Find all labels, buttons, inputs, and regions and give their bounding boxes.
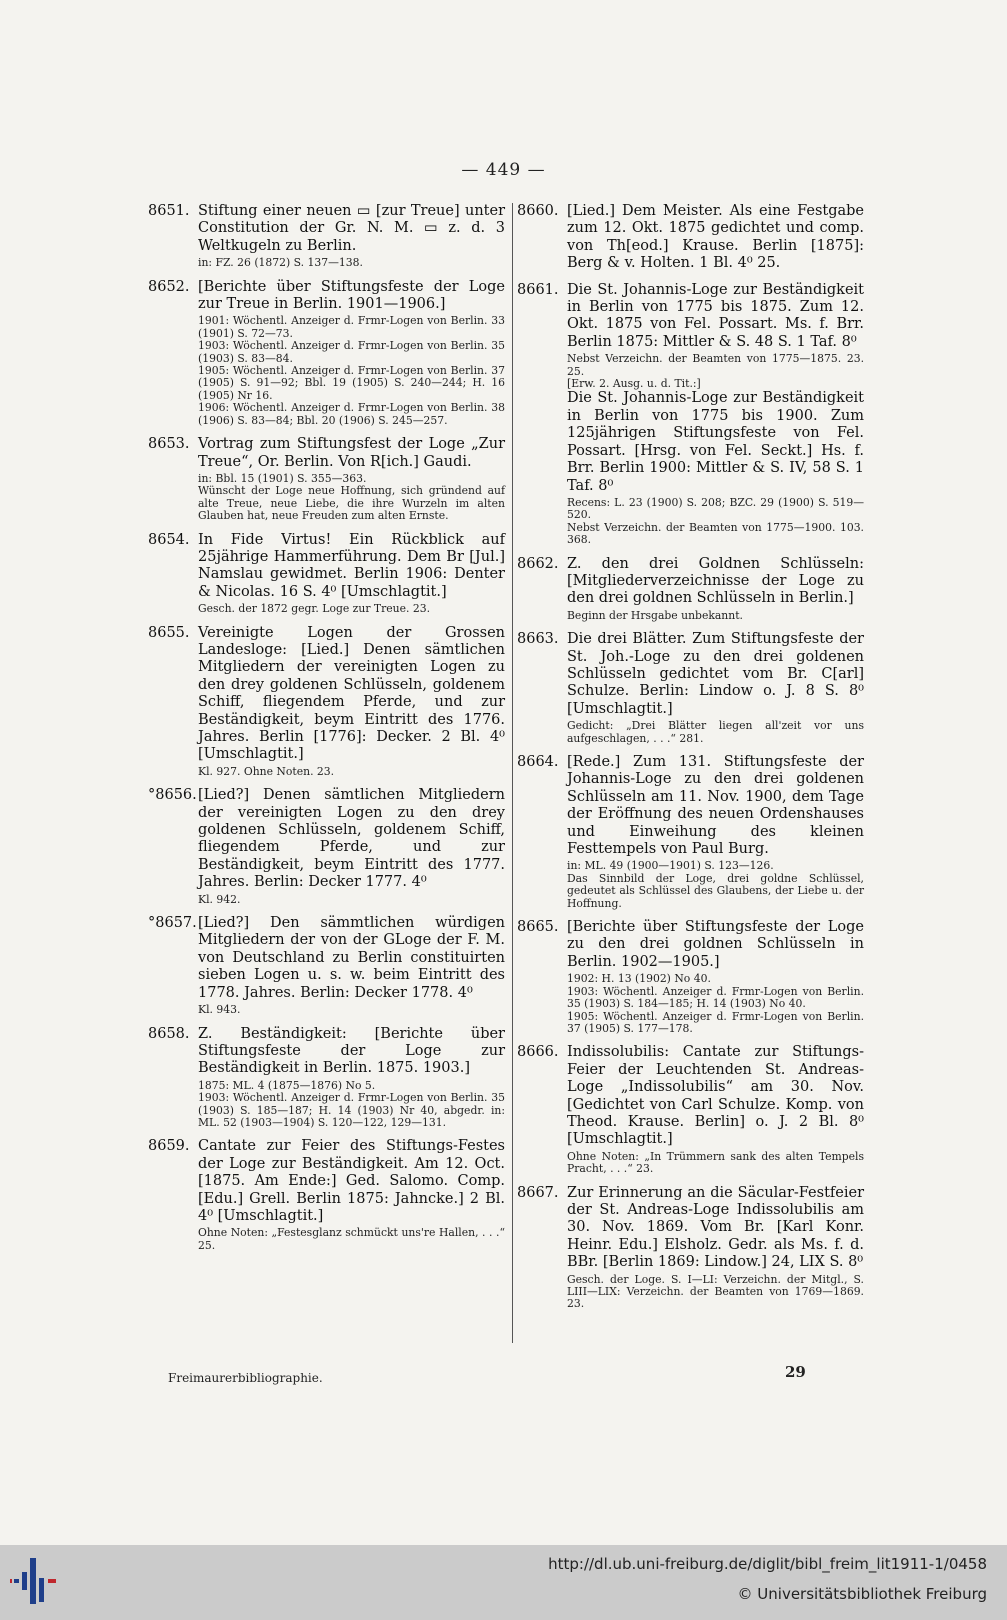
entry-number: 8662. bbox=[517, 555, 559, 572]
entry-notes bbox=[198, 315, 505, 427]
entry-note: Nebst Verzeichn. der Beamten von 1775—1900. 103. 368. bbox=[567, 520, 864, 547]
entry-notes bbox=[198, 766, 505, 778]
entry-text: [Lied.] Dem Meister. Als eine Festgabe zum 12. Okt. 1875 gedichtet und comp. von Th[eod.] Krause. Berlin [1875]: Berg & v. Holten. 1 Bl. 4⁰ 25. bbox=[567, 203, 864, 272]
entry-note: Ohne Noten: „In Trümmern sank des alten Tempels Pracht, . . .“ 23. bbox=[567, 1149, 864, 1176]
left-column bbox=[148, 203, 505, 1261]
entry-note: Ohne Noten: „Festesglanz schmückt uns're Hallen, . . .“ 25. bbox=[198, 1226, 505, 1252]
bibliography-entry bbox=[148, 787, 505, 906]
entry-text: [Lied?] Den sämmtlichen würdigen Mitgliedern der von der GLoge der F. M. von Deutschland zu Berlin constituirten sieben Logen u. s. w. beim Eintritt des 1778. Jahres. Berlin: Decker 1778. 4⁰ bbox=[198, 915, 505, 1001]
bibliography-entry bbox=[517, 282, 864, 547]
copyright-text: © Universitätsbibliothek Freiburg bbox=[737, 1585, 987, 1603]
entry-number: 8661. bbox=[517, 281, 559, 298]
entry-number: 8658. bbox=[148, 1025, 190, 1042]
column-divider bbox=[512, 203, 513, 1343]
bibliography-entry bbox=[517, 1185, 864, 1311]
bibliography-entry bbox=[148, 532, 505, 616]
entry-note: 1902: H. 13 (1902) No 40. bbox=[567, 972, 711, 986]
entry-number: 8655. bbox=[148, 624, 190, 641]
entry-text: In Fide Virtus! Ein Rückblick auf 25jährige Hammerführung. Dem Br [Jul.] Namslau gewidmet. Berlin 1906: Denter & Nicolas. 16 S. 4⁰ [Umschlagtit.] bbox=[198, 531, 505, 600]
entry-text: Vereinigte Logen der Grossen Landesloge: [Lied.] Denen sämtlichen Mitgliedern der vereinigten Logen zu den drey goldenen Schlüsseln, goldenem Schiff, fliegendem Pferde, und zur Beständigkeit, beym Eintritt des 1776. Jahres. Berlin [1776]: Decker. 2 Bl. 4⁰ [Umschlagtit.] bbox=[198, 624, 505, 763]
entry-note: Gesch. der Loge. S. I—LI: Verzeichn. der Mitgl., S. LIII—LIX: Verzeichn. der Beamten von 1769—1869. 23. bbox=[567, 1272, 864, 1311]
footer-title: Freimaurerbibliographie. bbox=[168, 1371, 323, 1385]
entry-text: Z. den drei Goldnen Schlüsseln: [Mitgliederverzeichnisse der Loge zu den drei goldnen Schlüsseln in Berlin.] bbox=[567, 555, 864, 607]
entry-number: 8659. bbox=[148, 1138, 190, 1155]
right-column bbox=[517, 203, 864, 1320]
entry-number: 8653. bbox=[148, 436, 190, 453]
entry-text-second-edition: Die St. Johannis-Loge zur Beständigkeit in Berlin von 1775 bis 1900. Zum 125jährigen Stiftungsfeste von Fel. Possart. [Hrsg. von Fel. Seckt.] Hs. f. Brr. Berlin 1900: Mittler & S. IV, 58 S. 1 Taf. 8⁰ bbox=[567, 390, 864, 494]
entry-notes bbox=[567, 1151, 864, 1176]
entry-note: 1906: Wöchentl. Anzeiger d. Frmr-Logen von Berlin. 38 (1906) S. 83—84; Bbl. 20 (1906) S. 245—257. bbox=[198, 401, 505, 427]
bibliography-entry bbox=[517, 631, 864, 745]
entry-notes bbox=[567, 860, 864, 910]
entry-note: Das Sinnbild der Loge, drei goldne Schlüssel, gedeutet als Schlüssel des Glaubens, der Liebe u. der Hoffnung. bbox=[567, 871, 864, 910]
bibliography-entry bbox=[148, 625, 505, 779]
bibliography-entry bbox=[148, 915, 505, 1016]
entry-note: Kl. 943. bbox=[198, 1003, 241, 1017]
entry-number: °8657. bbox=[148, 915, 197, 932]
entry-text: Stiftung einer neuen ▭ [zur Treue] unter Constitution der Gr. N. M. ▭ z. d. 3 Weltkugeln zu Berlin. bbox=[198, 203, 505, 254]
entry-note: 1903: Wöchentl. Anzeiger d. Frmr-Logen von Berlin. 35 (1903) S. 184—185; H. 14 (1903) No 40. bbox=[567, 984, 864, 1011]
entry-text: Vortrag zum Stiftungsfest der Loge „Zur Treue“, Or. Berlin. Von R[ich.] Gaudi. bbox=[198, 436, 505, 470]
bibliography-entry bbox=[517, 1044, 864, 1175]
entry-notes bbox=[198, 1080, 505, 1130]
library-logo-icon bbox=[8, 1552, 66, 1610]
entry-notes bbox=[198, 1227, 505, 1252]
entry-notes bbox=[567, 610, 864, 622]
entry-number: 8654. bbox=[148, 531, 190, 548]
bibliography-entry bbox=[148, 279, 505, 427]
entry-notes bbox=[198, 894, 505, 906]
entry-number: 8652. bbox=[148, 278, 190, 295]
entry-text: [Lied?] Denen sämtlichen Mitgliedern der vereinigten Logen zu den drey goldenen Schlüsseln, goldenem Schiff, fliegendem Pferde, und zur Beständigkeit, beym Eintritt des 1777. Jahres. Berlin: Decker 1777. 4⁰ bbox=[198, 787, 505, 891]
entry-note: 1903: Wöchentl. Anzeiger d. Frmr-Logen von Berlin. 35 (1903) S. 185—187; H. 14 (1903) Nr 40, abgedr. in: ML. 52 (1903—1904) S. 120—122, 129—131. bbox=[198, 1091, 505, 1129]
entry-notes bbox=[567, 353, 864, 390]
entry-note: Wünscht der Loge neue Hoffnung, sich gründend auf alte Treue, neue Liebe, die ihre Wurzeln im alten Glauben hat, neue Freuden zum alten Ernste. bbox=[198, 484, 505, 523]
entry-text: [Berichte über Stiftungsfeste der Loge zu den drei goldnen Schlüsseln in Berlin. 1902—1905.] bbox=[567, 919, 864, 970]
bibliography-entry bbox=[148, 203, 505, 270]
entry-number: 8664. bbox=[517, 754, 559, 770]
entry-number: 8660. bbox=[517, 203, 559, 219]
bibliography-entry bbox=[517, 919, 864, 1035]
entry-text: Zur Erinnerung an die Säcular-Festfeier der St. Andreas-Loge Indissolubilis am 30. Nov. 1869. Vom Br. [Karl Konr. Heinr. Edu.] Elsholz. Gedr. als Ms. f. d. BBr. [Berlin 1869: Lindow.] 24, LIX S. 8⁰ bbox=[567, 1184, 864, 1271]
entry-note: Recens: L. 23 (1900) S. 208; BZC. 29 (1900) S. 519—520. bbox=[567, 495, 864, 522]
entry-number: 8666. bbox=[517, 1044, 559, 1061]
entry-note: 1905: Wöchentl. Anzeiger d. Frmr-Logen von Berlin. 37 (1905) S. 177—178. bbox=[567, 1009, 864, 1035]
page-number: — 449 — bbox=[461, 160, 546, 180]
entry-note: in: FZ. 26 (1872) S. 137—138. bbox=[198, 256, 363, 270]
entry-notes bbox=[567, 1274, 864, 1311]
bibliography-entry bbox=[517, 556, 864, 623]
entry-number: 8651. bbox=[148, 203, 190, 219]
entry-notes bbox=[567, 720, 864, 745]
bibliography-entry bbox=[517, 203, 864, 273]
entry-note: Kl. 942. bbox=[198, 892, 241, 906]
entry-notes bbox=[198, 603, 505, 615]
entry-text: Z. Beständigkeit: [Berichte über Stiftungsfeste der Loge zur Beständigkeit in Berlin. 1875. 1903.] bbox=[198, 1025, 505, 1077]
bibliography-entry bbox=[148, 1138, 505, 1252]
entry-text: Die St. Johannis-Loge zur Beständigkeit in Berlin von 1775 bis 1875. Zum 12. Okt. 1875 von Fel. Possart. Ms. f. Brr. Berlin 1875: Mittler & S. 48 S. 1 Taf. 8⁰ bbox=[567, 281, 864, 350]
entry-number: 8663. bbox=[517, 631, 559, 648]
entry-note: 1901: Wöchentl. Anzeiger d. Frmr-Logen von Berlin. 33 (1901) S. 72—73. bbox=[198, 314, 505, 340]
entry-text: Die drei Blätter. Zum Stiftungsfeste der St. Joh.-Loge zu den drei goldenen Schlüsseln gedichtet vom Br. C[arl] Schulze. Berlin: Lindow o. J. 8 S. 8⁰ [Umschlagtit.] bbox=[567, 631, 864, 717]
entry-notes bbox=[198, 1004, 505, 1016]
entry-text: [Berichte über Stiftungsfeste der Loge zur Treue in Berlin. 1901—1906.] bbox=[198, 278, 505, 313]
entry-note: [Erw. 2. Ausg. u. d. Tit.:] bbox=[567, 377, 701, 391]
sheet-signature: 29 bbox=[785, 1363, 806, 1381]
entry-notes bbox=[198, 473, 505, 523]
bibliography-entry bbox=[517, 754, 864, 910]
entry-number: 8665. bbox=[517, 919, 559, 936]
entry-note: 1875: ML. 4 (1875—1876) No 5. bbox=[198, 1078, 376, 1092]
entry-note: Kl. 927. Ohne Noten. 23. bbox=[198, 764, 335, 778]
entry-note: Gedicht: „Drei Blätter liegen all'zeit vor uns aufgeschlagen, . . .“ 281. bbox=[567, 719, 864, 745]
entry-notes bbox=[198, 257, 505, 269]
entry-note: Beginn der Hrsgabe unbekannt. bbox=[567, 608, 743, 622]
entry-text: Indissolubilis: Cantate zur Stiftungs-Feier der Leuchtenden St. Andreas-Loge „Indissolubilis“ am 30. Nov. [Gedichtet von Carl Schulze. Komp. von Theod. Krause. Berlin] o. J. 2 Bl. 8⁰ [Umschlagtit.] bbox=[567, 1044, 864, 1148]
entry-note: 1903: Wöchentl. Anzeiger d. Frmr-Logen von Berlin. 35 (1903) S. 83—84. bbox=[198, 339, 505, 365]
entry-notes bbox=[567, 497, 864, 547]
entry-number: 8667. bbox=[517, 1184, 559, 1201]
entry-text: [Rede.] Zum 131. Stiftungsfeste der Johannis-Loge zu den drei goldenen Schlüsseln am 11. Nov. 1900, dem Tage der Eröffnung des neuen Ordenshauses und Einweihung des kleinen Festtempels von Paul Burg. bbox=[567, 754, 864, 858]
entry-note: Gesch. der 1872 gegr. Loge zur Treue. 23. bbox=[198, 602, 431, 616]
document-url[interactable]: http://dl.ub.uni-freiburg.de/diglit/bibl_freim_lit1911-1/0458 bbox=[548, 1555, 987, 1573]
bibliography-entry bbox=[148, 436, 505, 522]
entry-text: Cantate zur Feier des Stiftungs-Festes der Loge zur Beständigkeit. Am 12. Oct. [1875. Am Ende:] Ged. Salomo. Comp. [Edu.] Grell. Berlin 1875: Jahncke.] 2 Bl. 4⁰ [Umschlagtit.] bbox=[198, 1138, 505, 1224]
entry-note: in: Bbl. 15 (1901) S. 355—363. bbox=[198, 471, 367, 485]
entry-notes bbox=[567, 973, 864, 1035]
entry-number: °8656. bbox=[148, 787, 197, 804]
entry-note: Nebst Verzeichn. der Beamten von 1775—1875. 23. 25. bbox=[567, 352, 864, 378]
bibliography-entry bbox=[148, 1026, 505, 1130]
entry-note: 1905: Wöchentl. Anzeiger d. Frmr-Logen von Berlin. 37 (1905) S. 91—92; Bbl. 19 (1905) S. 240—244; H. 16 (1905) Nr 16. bbox=[198, 364, 505, 402]
entry-note: in: ML. 49 (1900—1901) S. 123—126. bbox=[567, 859, 774, 873]
